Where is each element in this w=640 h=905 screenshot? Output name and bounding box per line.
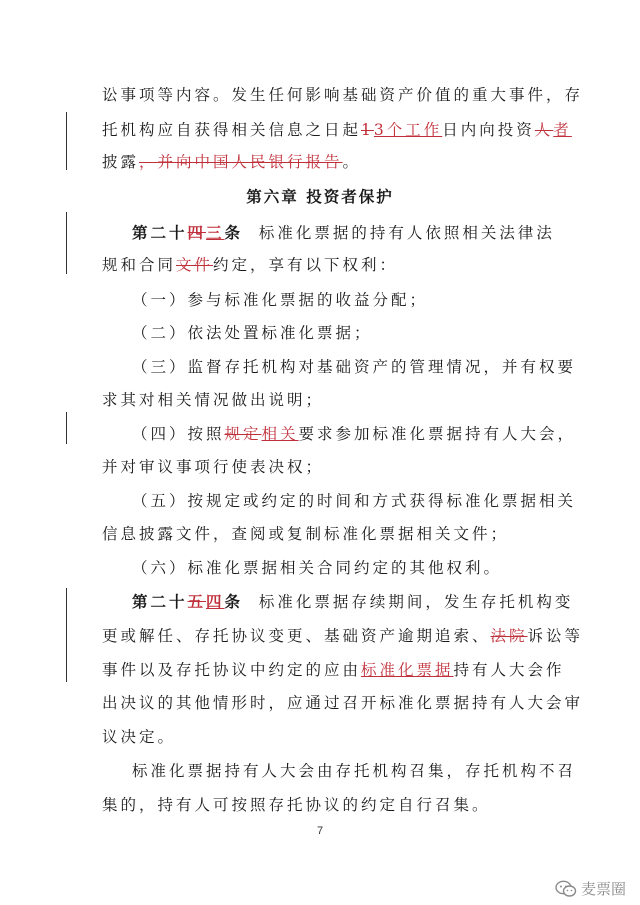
deleted-text: 文件 xyxy=(176,256,214,274)
list-item: （二）依法处置标准化票据； xyxy=(132,324,373,342)
inserted-text: 三 xyxy=(206,223,225,242)
text-line: 议决定。 xyxy=(102,728,177,746)
inserted-text: 3个工作 xyxy=(373,121,443,139)
list-item: （一）参与标准化票据的收益分配； xyxy=(132,291,429,309)
list-item: （四）按照规定相关要求参加标准化票据持有人大会， xyxy=(132,425,577,443)
text-line: 更或解任、存托协议变更、基础资产逾期追索、法院诉讼等 xyxy=(102,627,584,645)
revision-bar xyxy=(66,588,67,682)
deleted-text: 五 xyxy=(187,592,207,611)
deleted-text: 四 xyxy=(187,223,207,242)
text-line: 讼事项等内容。发生任何影响基础资产价值的重大事件，存 xyxy=(102,86,584,104)
text-line: 出决议的其他情形时，应通过召开标准化票据持有人大会审 xyxy=(102,694,584,712)
deleted-text: 1 xyxy=(361,121,374,139)
text-line: 标准化票据持有人大会由存托机构召集，存托机构不召 xyxy=(132,762,577,780)
revision-bar xyxy=(66,412,67,444)
text-line: 规和合同文件约定，享有以下权利： xyxy=(102,256,399,274)
text-line: 信息披露文件，查阅或复制标准化票据相关文件； xyxy=(102,525,510,543)
text-line: 披露，并向中国人民银行报告。 xyxy=(102,153,362,171)
inserted-text: 标准化票据 xyxy=(361,661,454,679)
list-item: （六）标准化票据相关合同约定的其他权利。 xyxy=(132,559,503,577)
watermark-label: 麦票圈 xyxy=(580,881,626,898)
wechat-icon xyxy=(555,880,577,898)
deleted-text: 法院 xyxy=(490,627,528,645)
deleted-text: ，并向中国人民银行报告 xyxy=(139,153,343,171)
inserted-text: 相关 xyxy=(261,425,299,443)
inserted-text: 者 xyxy=(553,121,572,139)
inserted-text: 四 xyxy=(206,592,225,611)
text-line: 求其对相关情况做出说明； xyxy=(102,391,325,409)
text-line: 托机构应自获得相关信息之日起13个工作日内向投资人者 xyxy=(102,121,572,139)
page-number: 7 xyxy=(316,825,324,837)
deleted-text: 人 xyxy=(534,121,554,139)
text-line: 集的，持有人可按照存托协议的约定自行召集。 xyxy=(102,796,491,814)
revision-bar xyxy=(66,212,67,274)
list-item: （五）按规定或约定的时间和方式获得标准化票据相关 xyxy=(132,492,577,510)
article-heading-line: 第二十四三条 标准化票据的持有人依照相关法律法 xyxy=(132,223,555,242)
list-item: （三）监督存托机构对基础资产的管理情况，并有权要 xyxy=(132,358,577,376)
deleted-text: 规定 xyxy=(224,425,262,443)
text-line: 并对审议事项行使表决权； xyxy=(102,458,325,476)
article-heading-line: 第二十五四条 标准化票据存续期间，发生存托机构变 xyxy=(132,592,574,611)
chapter-heading: 第六章 投资者保护 xyxy=(246,187,394,206)
revision-bar xyxy=(66,112,67,170)
watermark xyxy=(555,878,626,899)
text-line: 事件以及存托协议中约定的应由标准化票据持有人大会作 xyxy=(102,661,565,679)
